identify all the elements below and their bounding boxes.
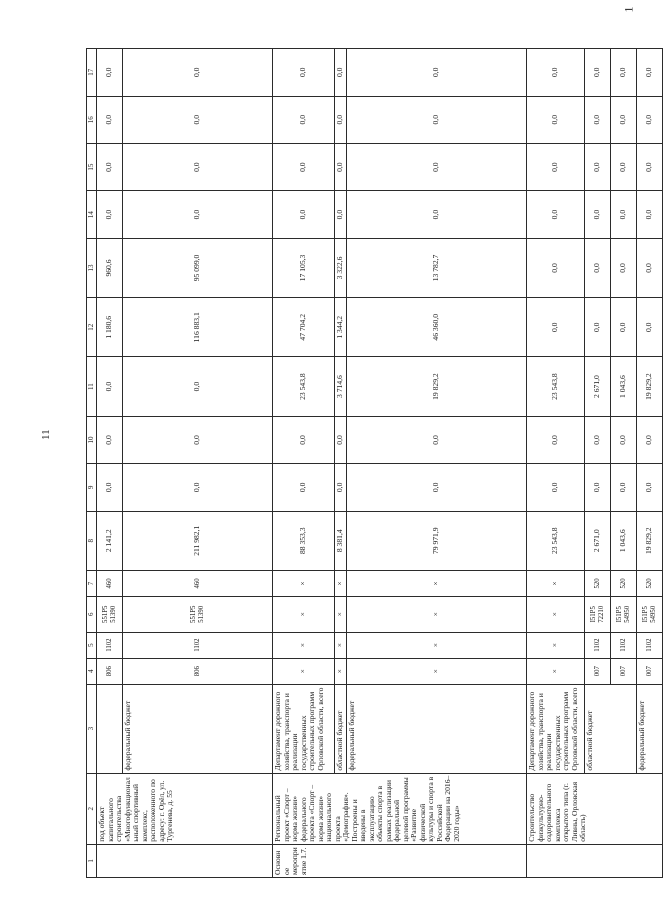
- value-cell: ×: [347, 570, 527, 596]
- value-cell: 520: [637, 570, 663, 596]
- value-cell: 0,0: [273, 416, 335, 463]
- value-cell: 1102: [585, 632, 611, 658]
- value-cell: 0,0: [611, 416, 637, 463]
- value-cell: 0,0: [347, 96, 527, 143]
- budget-table: [86, 48, 663, 878]
- table-row: [347, 49, 527, 878]
- value-cell: 0,0: [585, 49, 611, 97]
- header-row: [87, 49, 97, 878]
- value-cell: 0,0: [637, 298, 663, 357]
- value-cell: 0,0: [123, 143, 273, 190]
- value-cell: ×: [273, 596, 335, 632]
- header-cell: 7: [87, 570, 97, 596]
- header-cell: 10: [87, 416, 97, 463]
- page-number: 11: [40, 429, 52, 440]
- value-cell: 0,0: [347, 464, 527, 511]
- header-cell: 17: [87, 49, 97, 97]
- source-cell: федеральный бюджет: [123, 684, 273, 773]
- value-cell: 0,0: [347, 191, 527, 238]
- header-cell: 13: [87, 238, 97, 297]
- header-cell: 14: [87, 191, 97, 238]
- value-cell: 0,0: [527, 191, 585, 238]
- source-cell: областной бюджет: [585, 684, 637, 773]
- value-cell: 0,0: [97, 191, 123, 238]
- value-cell: ×: [335, 570, 347, 596]
- header-cell: 8: [87, 511, 97, 570]
- value-cell: 460: [123, 570, 273, 596]
- header-cell: 3: [87, 684, 97, 773]
- value-cell: 0,0: [123, 191, 273, 238]
- value-cell: 19 829,2: [347, 357, 527, 416]
- value-cell: 1102: [611, 632, 637, 658]
- value-cell: 95 099,0: [123, 238, 273, 297]
- value-cell: 2 671,0: [585, 511, 611, 570]
- source-cell: областной бюджет: [335, 684, 347, 773]
- value-cell: 0,0: [527, 416, 585, 463]
- row-number-cell: [527, 844, 663, 877]
- table-row: [585, 49, 611, 878]
- value-cell: 19 829,2: [637, 511, 663, 570]
- value-cell: 1102: [97, 632, 123, 658]
- value-cell: ×: [273, 658, 335, 684]
- value-cell: 0,0: [611, 464, 637, 511]
- value-cell: 0,0: [335, 191, 347, 238]
- value-cell: 0,0: [527, 49, 585, 97]
- value-cell: 1102: [123, 632, 273, 658]
- value-cell: 116 883,1: [123, 298, 273, 357]
- header-cell: 15: [87, 143, 97, 190]
- header-cell: 9: [87, 464, 97, 511]
- value-cell: ×: [527, 570, 585, 596]
- value-cell: 46 360,0: [347, 298, 527, 357]
- value-cell: 0,0: [611, 191, 637, 238]
- value-cell: 0,0: [123, 357, 273, 416]
- value-cell: 0,0: [273, 49, 335, 97]
- value-cell: 0,0: [585, 143, 611, 190]
- value-cell: 211 982,1: [123, 511, 273, 570]
- value-cell: 0,0: [611, 238, 637, 297]
- table-row: [273, 49, 335, 878]
- value-cell: 0,0: [585, 464, 611, 511]
- value-cell: 1 043,6: [611, 357, 637, 416]
- header-cell: 1: [87, 844, 97, 877]
- value-cell: 1 344,2: [335, 298, 347, 357]
- value-cell: 0,0: [585, 416, 611, 463]
- value-cell: ×: [347, 596, 527, 632]
- value-cell: 007: [637, 658, 663, 684]
- value-cell: 0,0: [123, 464, 273, 511]
- header-cell: 16: [87, 96, 97, 143]
- value-cell: ×: [527, 658, 585, 684]
- value-cell: 17 105,3: [273, 238, 335, 297]
- row-number-cell: [97, 844, 273, 877]
- value-cell: 0,0: [585, 238, 611, 297]
- value-cell: 47 704,2: [273, 298, 335, 357]
- corner-mark: 1: [621, 6, 636, 13]
- value-cell: 007: [611, 658, 637, 684]
- table-row: [637, 49, 663, 878]
- value-cell: 23 543,8: [527, 511, 585, 570]
- value-cell: ×: [347, 632, 527, 658]
- value-cell: 0,0: [97, 357, 123, 416]
- table-row: [527, 49, 585, 878]
- value-cell: ×: [347, 658, 527, 684]
- value-cell: 0,0: [527, 143, 585, 190]
- value-cell: 0,0: [97, 464, 123, 511]
- value-cell: 551P5 51390: [123, 596, 273, 632]
- value-cell: 0,0: [611, 49, 637, 97]
- value-cell: 1102: [637, 632, 663, 658]
- value-cell: 19 829,2: [637, 357, 663, 416]
- value-cell: 0,0: [585, 191, 611, 238]
- value-cell: 0,0: [347, 143, 527, 190]
- value-cell: 520: [611, 570, 637, 596]
- source-cell: [97, 684, 123, 773]
- object-name-cell: Строительство физкультурно-оздоровительного комплекса открытого типа (г. Ливны, Орловская область): [527, 773, 663, 844]
- value-cell: 23 543,8: [527, 357, 585, 416]
- value-cell: 0,0: [335, 464, 347, 511]
- value-cell: 806: [123, 658, 273, 684]
- header-cell: 6: [87, 596, 97, 632]
- value-cell: 0,0: [637, 49, 663, 97]
- value-cell: 0,0: [637, 238, 663, 297]
- value-cell: 88 353,3: [273, 511, 335, 570]
- value-cell: 0,0: [637, 96, 663, 143]
- value-cell: 0,0: [335, 416, 347, 463]
- value-cell: ×: [527, 632, 585, 658]
- value-cell: 0,0: [611, 143, 637, 190]
- value-cell: 806: [97, 658, 123, 684]
- value-cell: I51P5 54950: [637, 596, 663, 632]
- header-cell: 4: [87, 658, 97, 684]
- value-cell: 1 043,6: [611, 511, 637, 570]
- value-cell: 0,0: [97, 416, 123, 463]
- value-cell: I51P5 72210: [585, 596, 611, 632]
- value-cell: 0,0: [637, 191, 663, 238]
- source-cell: Департамент дорожного хозяйства, транспорта и реализации государственных строительных программ Орловской области, всего: [527, 684, 585, 773]
- value-cell: ×: [335, 632, 347, 658]
- value-cell: 0,0: [97, 49, 123, 97]
- value-cell: 0,0: [527, 96, 585, 143]
- table-row: [123, 49, 273, 878]
- value-cell: 0,0: [335, 143, 347, 190]
- value-cell: 0,0: [97, 143, 123, 190]
- value-cell: 551P5 51390: [97, 596, 123, 632]
- value-cell: 1 180,6: [97, 298, 123, 357]
- value-cell: 23 543,8: [273, 357, 335, 416]
- value-cell: 0,0: [97, 96, 123, 143]
- value-cell: 8 381,4: [335, 511, 347, 570]
- value-cell: 2 671,0: [585, 357, 611, 416]
- value-cell: ×: [273, 632, 335, 658]
- value-cell: 0,0: [637, 464, 663, 511]
- value-cell: 0,0: [611, 298, 637, 357]
- source-cell: федеральный бюджет: [637, 684, 663, 773]
- value-cell: 13 782,7: [347, 238, 527, 297]
- value-cell: ×: [273, 570, 335, 596]
- header-cell: 11: [87, 357, 97, 416]
- value-cell: ×: [527, 596, 585, 632]
- object-name-cell: под объект капитального строительства «Многофункциональный спортивный комплекс, расположенного по адресу: г. Орёл, ул. Тургенева, д. 55: [97, 773, 273, 844]
- value-cell: 0,0: [273, 464, 335, 511]
- value-cell: 0,0: [527, 298, 585, 357]
- value-cell: 3 322,6: [335, 238, 347, 297]
- value-cell: I51P5 54950: [611, 596, 637, 632]
- header-cell: 2: [87, 773, 97, 844]
- header-cell: 12: [87, 298, 97, 357]
- value-cell: ×: [335, 596, 347, 632]
- value-cell: 0,0: [611, 96, 637, 143]
- value-cell: 520: [585, 570, 611, 596]
- header-cell: 5: [87, 632, 97, 658]
- value-cell: 0,0: [123, 49, 273, 97]
- value-cell: 79 971,9: [347, 511, 527, 570]
- value-cell: 0,0: [335, 96, 347, 143]
- value-cell: 0,0: [527, 238, 585, 297]
- source-cell: Департамент дорожного хозяйства, транспорта и реализации государственных строительных программ Орловской области, всего: [273, 684, 335, 773]
- value-cell: 0,0: [585, 298, 611, 357]
- value-cell: 0,0: [527, 464, 585, 511]
- table-row: [335, 49, 347, 878]
- value-cell: 0,0: [273, 191, 335, 238]
- value-cell: 2 141,2: [97, 511, 123, 570]
- value-cell: 0,0: [637, 416, 663, 463]
- value-cell: 960,6: [97, 238, 123, 297]
- value-cell: 460: [97, 570, 123, 596]
- value-cell: ×: [335, 658, 347, 684]
- value-cell: 0,0: [335, 49, 347, 97]
- value-cell: 0,0: [637, 143, 663, 190]
- value-cell: 0,0: [585, 96, 611, 143]
- value-cell: 0,0: [347, 416, 527, 463]
- value-cell: 0,0: [273, 96, 335, 143]
- value-cell: 0,0: [273, 143, 335, 190]
- value-cell: 007: [585, 658, 611, 684]
- value-cell: 0,0: [123, 96, 273, 143]
- source-cell: федеральный бюджет: [347, 684, 527, 773]
- object-name-cell: Региональный проект «Спорт – норма жизни» федерального проекта «Спорт – норма жизни» национального проекта «Демография». Построены и введены в эксплуатацию объекты спорта в рамках реализации федеральной целевой программы «Развитие физической культуры и спорта в Российской Федерации на 2016–2020 годы»: [273, 773, 527, 844]
- value-cell: 0,0: [123, 416, 273, 463]
- value-cell: 3 714,6: [335, 357, 347, 416]
- row-number-cell: Основное мероприятие 1.7.: [273, 844, 527, 877]
- rotated-table-wrapper: [86, 48, 657, 878]
- table-row: [97, 49, 123, 878]
- value-cell: 0,0: [347, 49, 527, 97]
